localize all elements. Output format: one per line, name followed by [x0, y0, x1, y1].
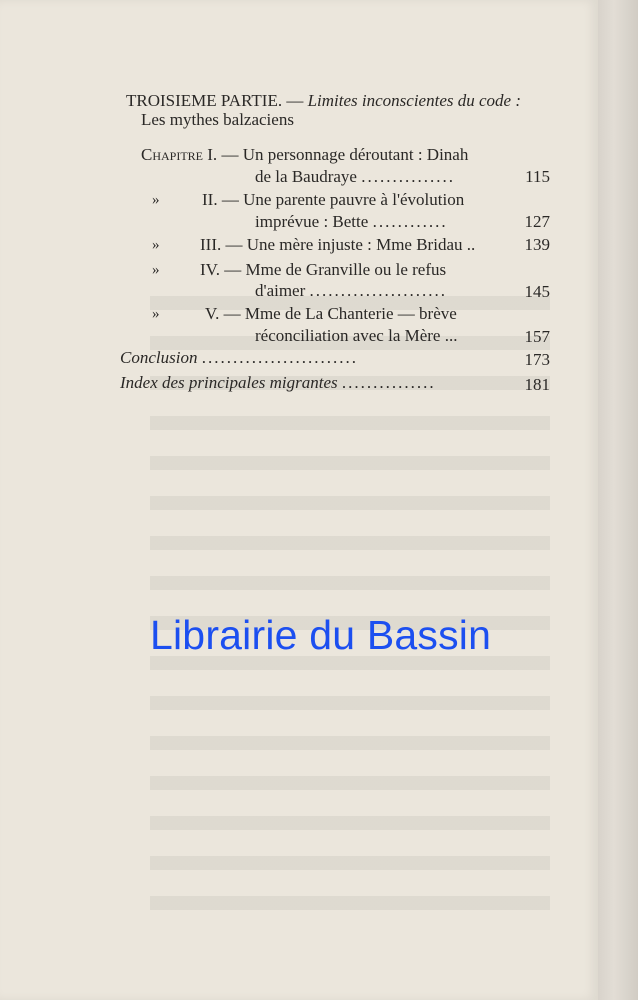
toc-entry-5: V. — Mme de La Chanterie — brève [205, 304, 457, 323]
toc-entry-4: IV. — Mme de Granville ou le refus [200, 260, 447, 279]
toc-conclusion-page: 173 [524, 350, 550, 369]
toc-conclusion: Conclusion ......................... [120, 348, 358, 367]
part-title: TROISIEME PARTIE. — Limites inconscientes du code : [126, 91, 521, 110]
toc-entry-1-page: 115 [525, 167, 550, 186]
watermark: Librairie du Bassin [150, 612, 492, 658]
toc-entry-2-page: 127 [524, 212, 550, 231]
ditto-marker: » [152, 237, 160, 253]
part-subtitle: Les mythes balzaciens [141, 110, 294, 129]
toc-index-page: 181 [524, 375, 550, 394]
toc-entry-1-cont: de la Baudraye ............... [255, 167, 455, 186]
toc-entry-4-page: 145 [524, 282, 550, 301]
toc-entry-4-cont: d'aimer ...................... [255, 281, 448, 300]
toc-entry-5-page: 157 [524, 327, 550, 346]
toc-index: Index des principales migrantes ............... [120, 373, 436, 392]
ditto-marker: » [152, 262, 160, 278]
toc-entry-5-cont: réconciliation avec la Mère ... [255, 326, 458, 345]
ditto-marker: » [152, 306, 160, 322]
ditto-marker: » [152, 192, 160, 208]
toc-entry-1: Chapitre I. — Un personnage déroutant : Dinah [141, 145, 469, 164]
page-edge [598, 0, 638, 1000]
toc-entry-2: II. — Une parente pauvre à l'évolution [202, 190, 465, 209]
toc-entry-3-page: 139 [524, 235, 550, 254]
toc-entry-2-cont: imprévue : Bette ............ [255, 212, 448, 231]
toc-entry-3: III. — Une mère injuste : Mme Bridau .. [200, 235, 476, 254]
